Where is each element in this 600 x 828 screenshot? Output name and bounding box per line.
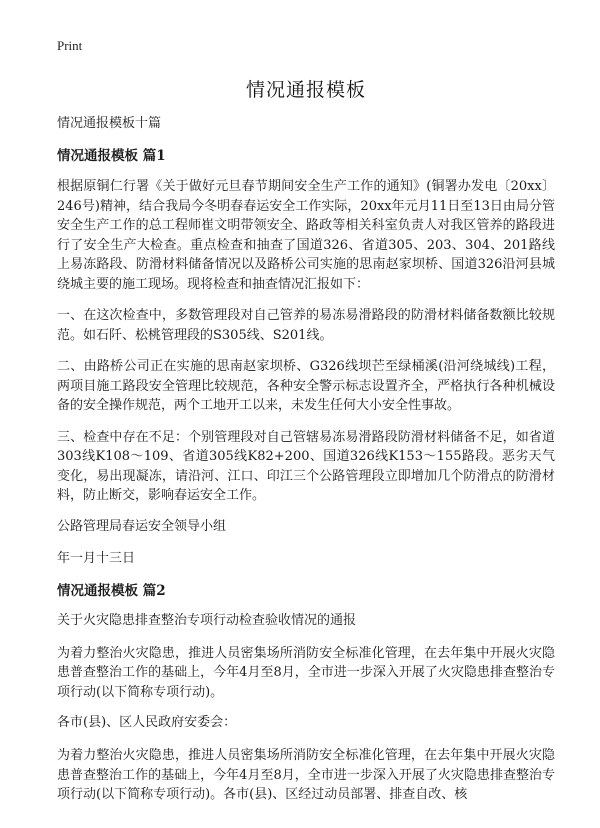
section-1-paragraph-4: 三、检查中存在不足：个别管理段对自己管辖易冻易滑路段防滑材料储备不足，如省道303线K108～109、省道305线K82+200、国道326线K153～155路段。恶劣天气变化，易出现凝冻，请沿河、江口、印江三个公路管理段立即增加几个防滑点的防滑材料，防止断交，影响春运安全工作。: [57, 429, 555, 503]
section-heading-1: 情况通报模板 篇1: [57, 148, 166, 164]
section-2-topic: 关于火灾隐患排查整治专项行动检查验收情况的通报: [57, 612, 357, 628]
section-2-paragraph-1: 为着力整治火灾隐患，推进人员密集场所消防安全标准化管理，在去年集中开展火灾隐患普查整治工作的基础上，今年4月至8月，全市进一步深入开展了火灾隐患排查整治专项行动(以下简称专项行动)。: [57, 645, 555, 700]
section-1-paragraph-3: 二、由路桥公司正在实施的思南赵家坝桥、G326线坝芒至绿桶溪(沿河绕城线)工程，两项目施工路段安全管理比较规范，各种安全警示标志设置齐全，严格执行各种机械设备的安全操作规范，两个工地开工以来，未发生任何大小安全性事故。: [57, 359, 555, 413]
section-1-paragraph-2: 一、在这次检查中，多数管理段对自己管养的易冻易滑路段的防滑材料储备数额比较规范。如石阡、松桃管理段的S305线、S201线。: [57, 308, 555, 343]
section-2-final-paragraph: 为着力整治火灾隐患，推进人员密集场所消防安全标准化管理，在去年集中开展火灾隐患普查整治工作的基础上，今年4月至8月，全市进一步深入开展了火灾隐患排查整治专项行动(以下简称专项行动)。各市(县)、区经过动员部署、排查自改、核: [57, 748, 555, 802]
print-label: Print: [57, 38, 83, 53]
document-subtitle: 情况通报模板十篇: [57, 116, 162, 131]
section-heading-2: 情况通报模板 篇2: [57, 582, 166, 599]
section-2-recipients: 各市(县)、区人民政府安委会：: [57, 715, 237, 730]
section-1-paragraph-1: 根据原铜仁行署《关于做好元旦春节期间安全生产工作的通知》(铜署办发电〔20xx〕246号)精神，结合我局今冬明春春运安全工作实际，20xx年元月11日至13日由局分管安全生产工作的总工程师崔文明带领安全、路政等相关科室负责人对我区管养的路段进行了安全生产大检查。重点检查和抽查了国道326、省道305、203、304、201路线上易冻路段、防滑材料储备情况以及路桥公司实施的思南赵家坝桥、国道326沿河县城绕城主要的施工现场。现将检查和抽查情况汇报如下：: [57, 179, 555, 292]
document-title: 情况通报模板: [245, 79, 366, 101]
section-1-date: 年一月十三日: [57, 550, 136, 566]
section-1-signature: 公路管理局春运安全领导小组: [57, 518, 227, 534]
